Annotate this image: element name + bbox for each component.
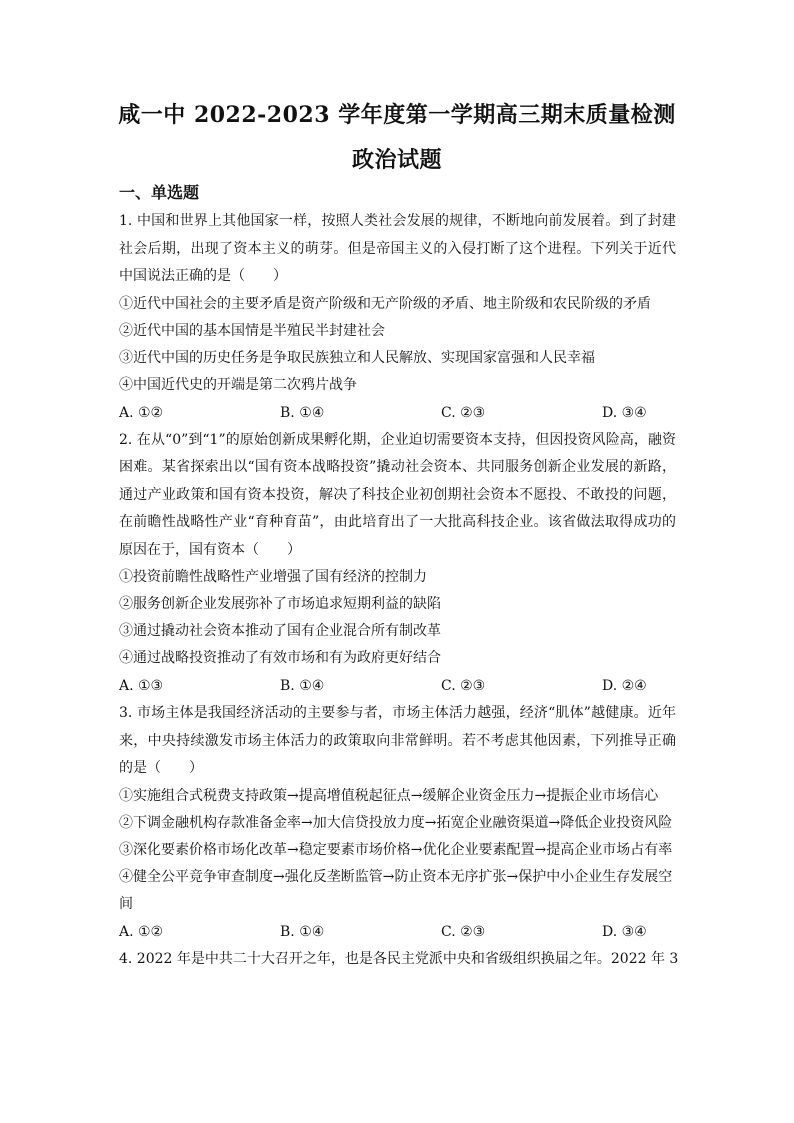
option-a: A. ①② (119, 404, 164, 421)
statement-item: ①投资前瞻性战略性产业增强了国有经济的控制力 (119, 569, 427, 585)
statement-item: ①近代中国社会的主要矛盾是资产阶级和无产阶级的矛盾、地主阶级和农民阶级的矛盾 (119, 295, 651, 312)
question-2 (119, 427, 676, 701)
option-b: B. ①④ (280, 404, 325, 421)
option-a: A. ①③ (119, 678, 164, 694)
statement-item: ②服务创新企业发展弥补了市场追求短期利益的缺陷 (119, 596, 441, 612)
exam-title: 咸一中 2022-2023 学年度第一学期高三期末质量检测 (118, 102, 676, 128)
question-stem: 1. 中国和世界上其他国家一样，按照人类社会发展的规律，不断地向前发展着。到了封建社会后期，出现了资本主义的萌芽。但是帝国主义的入侵打断了这个进程。下列关于近代中国说法正确的是（ ） (119, 213, 676, 284)
option-b: B. ①④ (280, 923, 325, 940)
answer-options (119, 399, 676, 427)
option-c: C. ②③ (441, 923, 486, 940)
statement-item: ④健全公平竞争审查制度→强化反垄断监管→防止资本无序扩张→保护中小企业生存发展空间 (119, 868, 673, 912)
answer-options (119, 672, 676, 700)
question-stem: 4. 2022 年是中共二十大召开之年，也是各民主党派中央和省级组织换届之年。2022 年 3 (119, 950, 679, 967)
option-c: C. ②③ (441, 678, 486, 694)
statement-item: ③深化要素价格市场化改革→稳定要素市场价格→优化企业要素配置→提高企业市场占有率 (119, 841, 673, 858)
statement-item: ①实施组合式税费支持政策→提高增值税起征点→缓解企业资金压力→提振企业市场信心 (119, 787, 659, 804)
question-stem: 2. 在从“0”到“1”的原始创新成果孵化期，企业迫切需要资本支持，但因投资风险高，融资困难。某省探索出以“国有资本战略投资”撬动社会资本、共同服务创新企业发展的新路，通过产业政策和国有资本投资，解决了科技企业初创期社会资本不愿投、不敢投的问题，在前瞻性战略性产业“育种育苗”，由此培育出了一大批高科技企业。该省做法取得成功的原因在于，国有资本（ ） (119, 431, 676, 558)
option-a: A. ①② (119, 923, 164, 940)
option-b: B. ①④ (280, 678, 325, 694)
option-d: D. ②④ (602, 678, 647, 694)
question-list (119, 208, 679, 973)
question-stem: 3. 市场主体是我国经济活动的主要参与者，市场主体活力越强，经济“肌体”越健康。近年来，中央持续激发市场主体活力的政策取向非常鲜明。若不考虑其他因素，下列推导正确的是（ ） (119, 705, 676, 776)
statement-item: ③通过撬动社会资本推动了国有企业混合所有制改革 (119, 623, 441, 639)
section-heading: 一、单选题 (119, 183, 200, 202)
statement-item: ④通过战略投资推动了有效市场和有为政府更好结合 (119, 650, 441, 666)
statement-item: ②下调金融机构存款准备金率→加大信贷投放力度→拓宽企业融资渠道→降低企业投资风险 (119, 814, 673, 831)
option-d: D. ③④ (602, 923, 647, 940)
option-c: C. ②③ (441, 404, 486, 421)
question-4 (119, 946, 679, 973)
statement-item: ④中国近代史的开端是第二次鸦片战争 (119, 376, 357, 393)
exam-subtitle: 政治试题 (351, 147, 442, 173)
question-3 (119, 700, 676, 946)
statement-item: ③近代中国的历史任务是争取民族独立和人民解放、实现国家富强和人民幸福 (119, 349, 595, 366)
question-1 (119, 208, 676, 427)
statement-item: ②近代中国的基本国情是半殖民半封建社会 (119, 322, 385, 339)
answer-options (119, 918, 676, 946)
option-d: D. ③④ (602, 404, 647, 421)
